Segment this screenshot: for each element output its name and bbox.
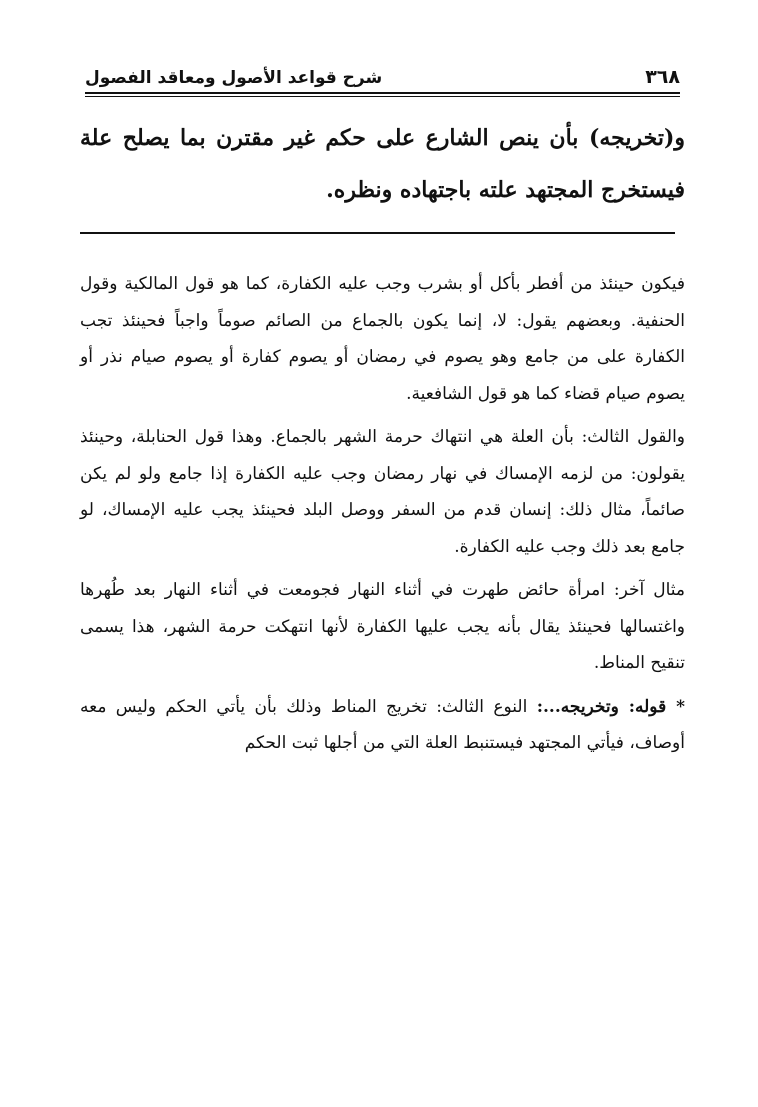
paragraph: مثال آخر: امرأة حائض طهرت في أثناء النهار فجومعت في أثناء النهار بعد طُهرها واغتسالها فحينئذ يقال بأنه يجب عليها الكفارة لأنها انتهكت حرمة الشهر، هذا يسمى تنقيح المناط. <box>80 580 685 673</box>
commentary <box>80 266 685 769</box>
page-header <box>85 58 680 88</box>
paragraph: والقول الثالث: بأن العلة هي انتهاك حرمة الشهر بالجماع. وهذا قول الحنابلة، وحينئذ يقولون: من لزمه الإمساك في نهار رمضان وجب عليه الكفارة إذا جامع ولو لم يكن صائماً، مثال ذلك: إنسان قدم من السفر ووصل البلد فحينئذ يجب عليه الإمساك، لو جامع بعد ذلك وجب عليه الكفارة. <box>80 427 685 557</box>
page-number: ٣٦٨ <box>645 66 680 88</box>
book-title: شرح قواعد الأصول ومعاقد الفصول <box>85 68 383 88</box>
quote-marker: * قوله: وتخريجه...: <box>536 696 685 717</box>
matn-text: و(تخريجه) بأن ينص الشارع على حكم غير مقترن بما يصلح علة فيستخرج المجتهد علته باجتهاده ونظره. <box>80 125 685 203</box>
header-rule-thin <box>85 96 680 97</box>
header-rule <box>85 92 680 94</box>
paragraph: فيكون حينئذ من أفطر بأكل أو بشرب وجب عليه الكفارة، كما هو قول المالكية وقول الحنفية. وبعضهم يقول: لا، إنما يكون بالجماع من الصائم صوماً واجباً فحينئذ تجب الكفارة على من جامع وهو يصوم في رمضان أو يصوم كفارة أو يصوم صيام نذر أو يصوم صيام قضاء كما هو قول الشافعية. <box>80 274 685 404</box>
quote-text: النوع الثالث: تخريج المناط وذلك بأن يأتي الحكم وليس معه أوصاف، فيأتي المجتهد فيستنبط العلة التي من أجلها ثبت الحكم <box>80 696 685 753</box>
paragraph <box>80 689 685 762</box>
section-separator <box>80 232 675 234</box>
